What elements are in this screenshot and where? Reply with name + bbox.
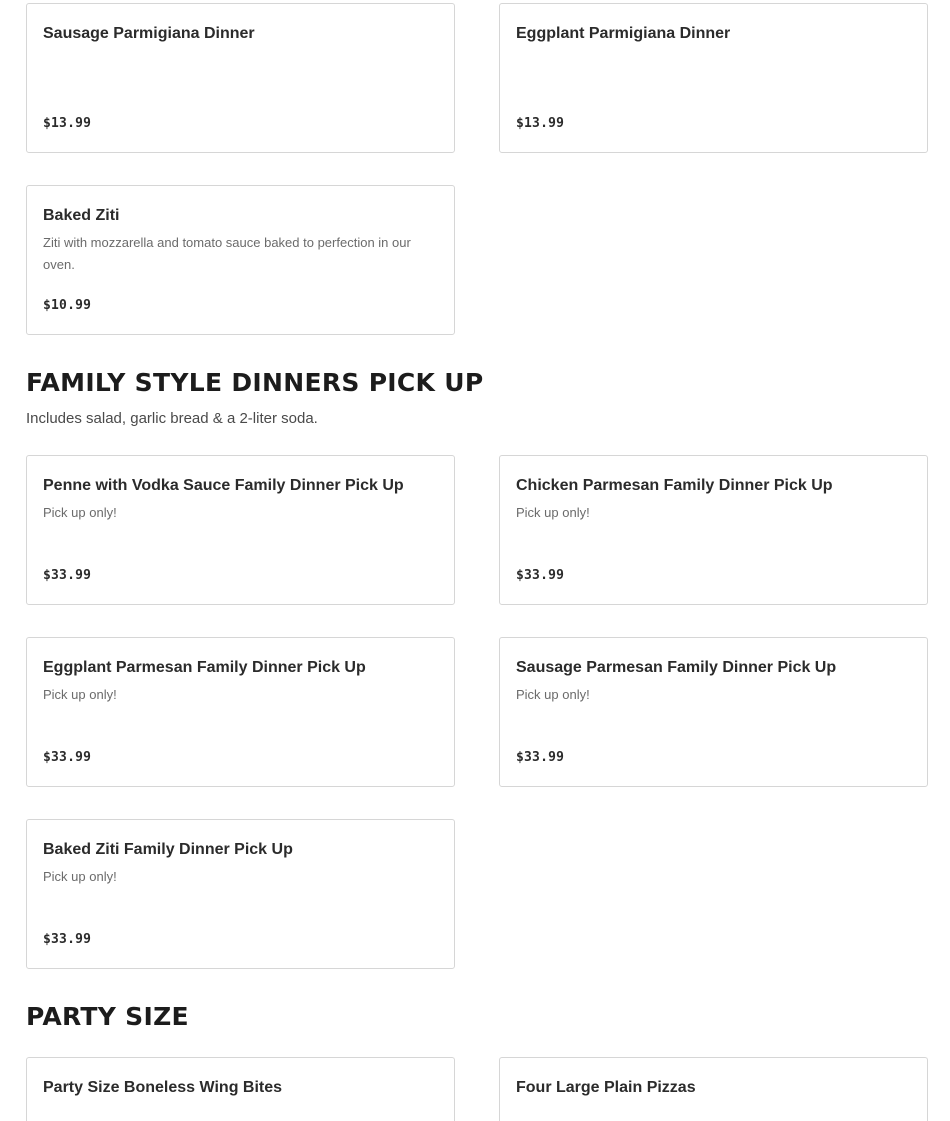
menu-item-name: Sausage Parmigiana Dinner bbox=[43, 25, 255, 42]
menu-item-description: Pick up only! bbox=[43, 687, 117, 702]
menu-item-name: Party Size Boneless Wing Bites bbox=[43, 1079, 283, 1096]
menu-item-price: $33.99 bbox=[516, 568, 565, 583]
section-subtitle-family-style: Includes salad, garlic bread & a 2-liter soda. bbox=[26, 410, 318, 427]
menu-item-name: Chicken Parmesan Family Dinner Pick Up bbox=[516, 477, 833, 494]
menu-item-name: Sausage Parmesan Family Dinner Pick Up bbox=[516, 659, 837, 676]
menu-item-description: Pick up only! bbox=[516, 687, 590, 702]
menu-item-description: Pick up only! bbox=[43, 869, 117, 884]
menu-item-price: $10.99 bbox=[43, 298, 92, 313]
menu-item-name: Baked Ziti Family Dinner Pick Up bbox=[43, 841, 293, 858]
menu-item-card[interactable] bbox=[499, 3, 928, 153]
menu-item-name: Penne with Vodka Sauce Family Dinner Pick Up bbox=[43, 477, 404, 494]
menu-item-name: Baked Ziti bbox=[43, 207, 120, 224]
menu-item-card[interactable] bbox=[26, 455, 455, 605]
menu-item-card[interactable] bbox=[26, 3, 455, 153]
menu-item-card[interactable] bbox=[499, 637, 928, 787]
menu-item-price: $33.99 bbox=[43, 568, 92, 583]
menu-item-price: $13.99 bbox=[43, 116, 92, 131]
menu-item-card[interactable] bbox=[499, 1057, 928, 1121]
menu-item-description: Ziti with mozzarella and tomato sauce baked to perfection in our oven. bbox=[43, 235, 411, 272]
section-title-family-style: FAMILY STYLE DINNERS PICK UP bbox=[26, 368, 484, 397]
menu-item-description: Pick up only! bbox=[43, 505, 117, 520]
menu-item-card[interactable] bbox=[26, 185, 455, 335]
menu-item-card[interactable] bbox=[26, 1057, 455, 1121]
menu-item-card[interactable] bbox=[499, 455, 928, 605]
section-title-party-size: PARTY SIZE bbox=[26, 1002, 189, 1031]
menu-item-price: $13.99 bbox=[516, 116, 565, 131]
menu-item-name: Four Large Plain Pizzas bbox=[516, 1079, 696, 1096]
menu-item-name: Eggplant Parmesan Family Dinner Pick Up bbox=[43, 659, 366, 676]
menu-item-price: $33.99 bbox=[43, 750, 92, 765]
menu-item-name: Eggplant Parmigiana Dinner bbox=[516, 25, 731, 42]
menu-item-price: $33.99 bbox=[516, 750, 565, 765]
menu-item-description: Pick up only! bbox=[516, 505, 590, 520]
menu-item-card[interactable] bbox=[26, 819, 455, 969]
menu-item-card[interactable] bbox=[26, 637, 455, 787]
menu-item-price: $33.99 bbox=[43, 932, 92, 947]
